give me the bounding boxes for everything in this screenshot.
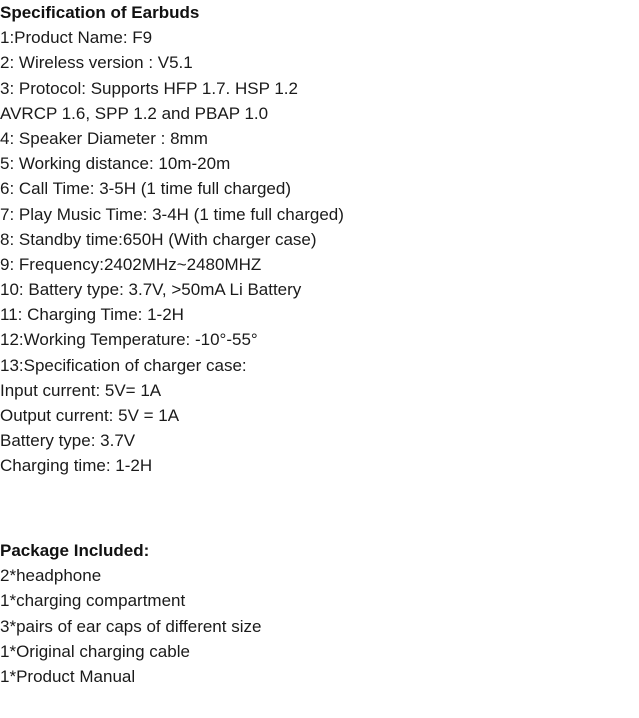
package-section: [0, 538, 261, 689]
package-item: 1*charging compartment: [0, 591, 186, 611]
spec-line: Input current: 5V= 1A: [0, 380, 162, 400]
package-item: 1*Product Manual: [0, 666, 136, 686]
spec-line: 8: Standby time:650H (With charger case): [0, 229, 317, 249]
spec-line: 4: Speaker Diameter : 8mm: [0, 128, 208, 148]
spec-line: 6: Call Time: 3-5H (1 time full charged): [0, 179, 291, 199]
spec-line: 1:Product Name: F9: [0, 28, 153, 48]
spec-line: AVRCP 1.6, SPP 1.2 and PBAP 1.0: [0, 103, 269, 123]
spec-line: Output current: 5V = 1A: [0, 406, 180, 425]
spec-line: 2: Wireless version : V5.1: [0, 53, 193, 73]
spec-line: 13:Specification of charger case:: [0, 355, 247, 375]
specification-heading: Specification of Earbuds: [0, 3, 200, 22]
package-item: 2*headphone: [0, 566, 102, 586]
package-item: 3*pairs of ear caps of different size: [0, 616, 262, 636]
spec-line: 5: Working distance: 10m-20m: [0, 154, 231, 174]
spec-line: 10: Battery type: 3.7V, >50mA Li Battery: [0, 280, 302, 300]
spec-line: 12:Working Temperature: -10°-55°: [0, 330, 258, 350]
specification-section: [0, 0, 344, 479]
spec-line: Battery type: 3.7V: [0, 431, 136, 451]
spec-line: 9: Frequency:2402MHz~2480MHZ: [0, 254, 262, 274]
spec-line: 7: Play Music Time: 3-4H (1 time full charged): [0, 204, 344, 224]
package-heading: Package Included:: [0, 541, 150, 560]
spec-line: 3: Protocol: Supports HFP 1.7. HSP 1.2: [0, 78, 298, 98]
package-item: 1*Original charging cable: [0, 641, 190, 661]
spec-line: 11: Charging Time: 1-2H: [0, 305, 184, 325]
spec-line: Charging time: 1-2H: [0, 456, 153, 476]
